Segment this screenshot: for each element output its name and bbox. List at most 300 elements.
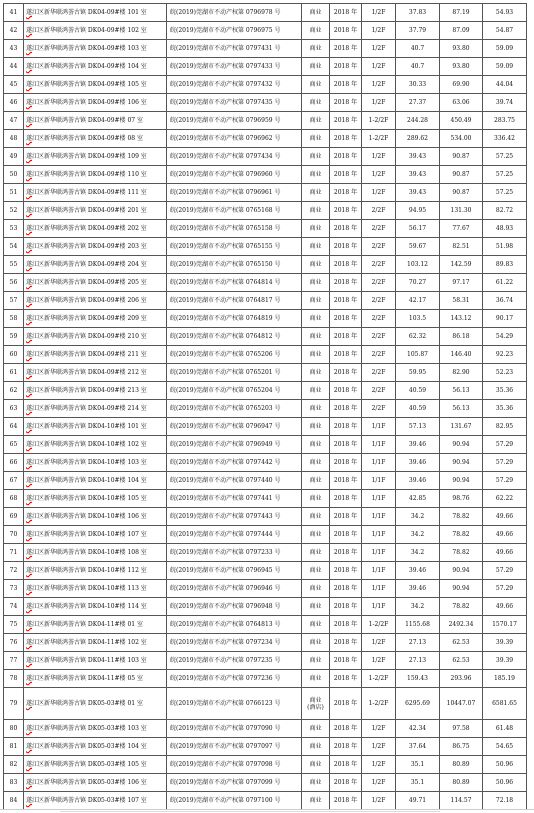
- certificate-number: 皖(2019)莞湖市不动产权第 0765203 号: [167, 400, 302, 418]
- certificate-number: 皖(2019)莞湖市不动产权第 0764817 号: [167, 292, 302, 310]
- completion-year: 2018 年: [330, 598, 362, 616]
- area-value: 34.2: [396, 526, 440, 544]
- usage-label: 商业: [309, 45, 322, 52]
- completion-year: 2018 年: [330, 58, 362, 76]
- address-text: 江区新华联鸿荟古镇 DK04-09#楼 205 室: [32, 279, 147, 286]
- certificate-number: 皖(2019)莞湖市不动产权第 0797090 号: [167, 720, 302, 738]
- usage-label: 商业: [309, 225, 322, 232]
- address-text: 江区新华联鸿荟古镇 DK04-09#楼 204 室: [32, 261, 147, 268]
- row-number: 59: [4, 328, 24, 346]
- address-text: 江区新华联鸿荟古镇 DK04-09#楼 211 室: [32, 351, 147, 358]
- value-b: 90.87: [440, 184, 483, 202]
- usage-label: 商业: [309, 387, 322, 394]
- completion-year: 2018 年: [330, 166, 362, 184]
- usage-type: [302, 76, 330, 94]
- property-address: [24, 220, 167, 238]
- usage-label: 商业: [309, 639, 322, 646]
- floor-level: 2/2F: [362, 364, 396, 382]
- certificate-number: 皖(2019)莞湖市不动产权第 0797234 号: [167, 634, 302, 652]
- area-value: 40.59: [396, 400, 440, 418]
- certificate-number: 皖(2019)莞湖市不动产权第 0796945 号: [167, 562, 302, 580]
- usage-label: 商业: [309, 189, 322, 196]
- address-prefix: 遂: [26, 81, 33, 88]
- address-prefix: 遂: [26, 171, 33, 178]
- value-c: 39.74: [483, 94, 527, 112]
- table-row: [4, 346, 527, 364]
- address-prefix: 遂: [26, 797, 33, 804]
- area-value: 59.95: [396, 364, 440, 382]
- floor-level: 1/1F: [362, 598, 396, 616]
- value-b: 10447.07: [440, 688, 483, 720]
- area-value: 159.43: [396, 670, 440, 688]
- certificate-number: 皖(2019)莞湖市不动产权第 0765155 号: [167, 238, 302, 256]
- value-c: 89.83: [483, 256, 527, 274]
- value-c: 54.65: [483, 738, 527, 756]
- table-row: [4, 436, 527, 454]
- property-address: [24, 562, 167, 580]
- address-prefix: 遂: [26, 297, 33, 304]
- certificate-number: 皖(2019)莞湖市不动产权第 0797440 号: [167, 472, 302, 490]
- area-value: 35.1: [396, 774, 440, 792]
- address-prefix: 遂: [26, 477, 33, 484]
- completion-year: 2018 年: [330, 148, 362, 166]
- value-c: 49.66: [483, 544, 527, 562]
- address-prefix: 遂: [26, 423, 33, 430]
- property-address: [24, 634, 167, 652]
- usage-type: [302, 58, 330, 76]
- address-text: 江区新华联鸿荟古镇 DK04-09#楼 104 室: [32, 63, 147, 70]
- property-address: [24, 4, 167, 22]
- completion-year: 2018 年: [330, 310, 362, 328]
- address-text: 江区新华联鸿荟古镇 DK04-09#楼 212 室: [32, 369, 147, 376]
- value-c: 57.25: [483, 166, 527, 184]
- completion-year: 2018 年: [330, 580, 362, 598]
- floor-level: 1/2F: [362, 774, 396, 792]
- certificate-number: 皖(2019)莞湖市不动产权第 0796975 号: [167, 22, 302, 40]
- area-value: 37.64: [396, 738, 440, 756]
- completion-year: 2018 年: [330, 688, 362, 720]
- usage-type: [302, 202, 330, 220]
- usage-type: [302, 418, 330, 436]
- table-row: [4, 184, 527, 202]
- usage-label: 商业: [309, 621, 322, 628]
- table-row: [4, 166, 527, 184]
- row-number: 61: [4, 364, 24, 382]
- table-row: [4, 58, 527, 76]
- property-table: [3, 3, 527, 810]
- usage-label: 商业: [309, 279, 322, 286]
- area-value: 49.71: [396, 792, 440, 810]
- value-c: 61.48: [483, 720, 527, 738]
- address-text: 江区新华联鸿荟古镇 DK04-10#楼 103 室: [32, 459, 147, 466]
- row-number: 46: [4, 94, 24, 112]
- row-number: 42: [4, 22, 24, 40]
- table-row: [4, 544, 527, 562]
- address-prefix: 遂: [26, 189, 33, 196]
- completion-year: 2018 年: [330, 436, 362, 454]
- property-address: [24, 544, 167, 562]
- certificate-number: 皖(2019)莞湖市不动产权第 0765158 号: [167, 220, 302, 238]
- value-c: 35.36: [483, 382, 527, 400]
- property-address: [24, 292, 167, 310]
- usage-label: 商业: [309, 297, 322, 304]
- address-prefix: 遂: [26, 261, 33, 268]
- address-text: 江区新华联鸿荟古镇 DK04-09#楼 203 室: [32, 243, 147, 250]
- area-value: 27.37: [396, 94, 440, 112]
- property-address: [24, 310, 167, 328]
- usage-type: [302, 738, 330, 756]
- address-text: 江区新华联鸿荟古镇 DK05-03#楼 104 室: [32, 743, 147, 750]
- usage-label: 商业: [309, 725, 322, 732]
- area-value: 42.85: [396, 490, 440, 508]
- address-prefix: 遂: [26, 99, 33, 106]
- table-row: [4, 4, 527, 22]
- completion-year: 2018 年: [330, 22, 362, 40]
- table-body: [4, 4, 527, 810]
- area-value: 39.46: [396, 472, 440, 490]
- value-c: 57.29: [483, 454, 527, 472]
- row-number: 73: [4, 580, 24, 598]
- floor-level: 1/1F: [362, 562, 396, 580]
- value-b: 78.82: [440, 508, 483, 526]
- address-text: 江区新华联鸿荟古镇 DK04-11#楼 103 室: [32, 657, 147, 664]
- usage-type: [302, 256, 330, 274]
- address-prefix: 遂: [26, 369, 33, 376]
- certificate-number: 皖(2019)莞湖市不动产权第 0796949 号: [167, 436, 302, 454]
- usage-label: 商业: [309, 117, 322, 124]
- certificate-number: 皖(2019)莞湖市不动产权第 0765150 号: [167, 256, 302, 274]
- area-value: 39.43: [396, 148, 440, 166]
- usage-type: [302, 292, 330, 310]
- table-row: [4, 202, 527, 220]
- address-text: 江区新华联鸿荟古镇 DK04-11#楼 01 室: [32, 621, 143, 628]
- property-address: [24, 40, 167, 58]
- address-prefix: 遂: [26, 27, 33, 34]
- usage-type: [302, 544, 330, 562]
- table-row: [4, 112, 527, 130]
- property-address: [24, 436, 167, 454]
- certificate-number: 皖(2019)莞湖市不动产权第 0797431 号: [167, 40, 302, 58]
- floor-level: 1/2F: [362, 756, 396, 774]
- row-number: 60: [4, 346, 24, 364]
- area-value: 40.59: [396, 382, 440, 400]
- row-number: 68: [4, 490, 24, 508]
- address-prefix: 遂: [26, 387, 33, 394]
- usage-type: [302, 184, 330, 202]
- floor-level: 1/2F: [362, 652, 396, 670]
- usage-label: 商业: [309, 567, 322, 574]
- floor-level: 1/2F: [362, 720, 396, 738]
- floor-level: 1/2F: [362, 76, 396, 94]
- value-b: 86.18: [440, 328, 483, 346]
- value-c: 51.98: [483, 238, 527, 256]
- address-prefix: 遂: [26, 675, 33, 682]
- address-prefix: 遂: [26, 351, 33, 358]
- value-b: 131.67: [440, 418, 483, 436]
- completion-year: 2018 年: [330, 328, 362, 346]
- completion-year: 2018 年: [330, 76, 362, 94]
- usage-label: 商业: [309, 135, 322, 142]
- certificate-number: 皖(2019)莞湖市不动产权第 0796946 号: [167, 580, 302, 598]
- value-c: 57.29: [483, 580, 527, 598]
- completion-year: 2018 年: [330, 616, 362, 634]
- completion-year: 2018 年: [330, 472, 362, 490]
- table-row: [4, 598, 527, 616]
- address-text: 江区新华联鸿荟古镇 DK04-09#楼 102 室: [32, 27, 147, 34]
- address-prefix: 遂: [26, 567, 33, 574]
- address-text: 江区新华联鸿荟古镇 DK04-10#楼 108 室: [32, 549, 147, 556]
- address-prefix: 遂: [26, 700, 33, 707]
- row-number: 47: [4, 112, 24, 130]
- floor-level: 1/1F: [362, 508, 396, 526]
- table-row: [4, 490, 527, 508]
- value-b: 143.12: [440, 310, 483, 328]
- completion-year: 2018 年: [330, 774, 362, 792]
- address-prefix: 遂: [26, 761, 33, 768]
- property-address: [24, 720, 167, 738]
- value-c: 185.19: [483, 670, 527, 688]
- certificate-number: 皖(2019)莞湖市不动产权第 0765168 号: [167, 202, 302, 220]
- area-value: 1155.68: [396, 616, 440, 634]
- certificate-number: 皖(2019)莞湖市不动产权第 0797444 号: [167, 526, 302, 544]
- floor-level: 2/2F: [362, 202, 396, 220]
- address-text: 江区新华联鸿荟古镇 DK04-09#楼 209 室: [32, 315, 147, 322]
- completion-year: 2018 年: [330, 184, 362, 202]
- address-prefix: 遂: [26, 405, 33, 412]
- usage-type: [302, 40, 330, 58]
- table-row: [4, 472, 527, 490]
- value-b: 87.19: [440, 4, 483, 22]
- usage-label: 商业: [309, 351, 322, 358]
- table-row: [4, 774, 527, 792]
- table-row: [4, 22, 527, 40]
- floor-level: 1/1F: [362, 490, 396, 508]
- usage-label: 商业: [309, 531, 322, 538]
- value-c: 54.93: [483, 4, 527, 22]
- completion-year: 2018 年: [330, 454, 362, 472]
- value-b: 90.94: [440, 472, 483, 490]
- address-text: 江区新华联鸿荟古镇 DK04-09#楼 103 室: [32, 45, 147, 52]
- certificate-number: 皖(2019)莞湖市不动产权第 0764813 号: [167, 616, 302, 634]
- property-address: [24, 792, 167, 810]
- value-b: 58.31: [440, 292, 483, 310]
- address-prefix: 遂: [26, 779, 33, 786]
- certificate-number: 皖(2019)莞湖市不动产权第 0797432 号: [167, 76, 302, 94]
- floor-level: 1/1F: [362, 436, 396, 454]
- completion-year: 2018 年: [330, 400, 362, 418]
- usage-type: [302, 148, 330, 166]
- usage-type: [302, 454, 330, 472]
- property-address: [24, 202, 167, 220]
- usage-type: [302, 130, 330, 148]
- certificate-number: 皖(2019)莞湖市不动产权第 0796978 号: [167, 4, 302, 22]
- address-text: 江区新华联鸿荟古镇 DK04-09#楼 201 室: [32, 207, 147, 214]
- area-value: 103.5: [396, 310, 440, 328]
- table-row: [4, 580, 527, 598]
- usage-type: [302, 634, 330, 652]
- address-prefix: 遂: [26, 9, 33, 16]
- usage-label: 商业: [309, 99, 322, 106]
- address-text: 江区新华联鸿荟古镇 DK04-10#楼 107 室: [32, 531, 147, 538]
- address-text: 江区新华联鸿荟古镇 DK04-09#楼 111 室: [32, 189, 147, 196]
- value-b: 90.94: [440, 580, 483, 598]
- value-c: 59.09: [483, 40, 527, 58]
- address-prefix: 遂: [26, 135, 33, 142]
- floor-level: 1-2/2F: [362, 688, 396, 720]
- usage-type: [302, 400, 330, 418]
- usage-type: [302, 490, 330, 508]
- value-c: 54.87: [483, 22, 527, 40]
- address-prefix: 遂: [26, 495, 33, 502]
- area-value: 62.32: [396, 328, 440, 346]
- address-prefix: 遂: [26, 603, 33, 610]
- row-number: 83: [4, 774, 24, 792]
- floor-level: 1/2F: [362, 58, 396, 76]
- property-address: [24, 364, 167, 382]
- row-number: 50: [4, 166, 24, 184]
- usage-label: 商业: [309, 27, 322, 34]
- value-c: 48.93: [483, 220, 527, 238]
- floor-level: 1/2F: [362, 792, 396, 810]
- property-address: [24, 774, 167, 792]
- certificate-number: 皖(2019)莞湖市不动产权第 0797442 号: [167, 454, 302, 472]
- area-value: 27.13: [396, 652, 440, 670]
- certificate-number: 皖(2019)莞湖市不动产权第 0797434 号: [167, 148, 302, 166]
- property-address: [24, 274, 167, 292]
- address-text: 江区新华联鸿荟古镇 DK04-09#楼 101 室: [32, 9, 147, 16]
- floor-level: 1-2/2F: [362, 112, 396, 130]
- area-value: 42.17: [396, 292, 440, 310]
- floor-level: 2/2F: [362, 382, 396, 400]
- usage-label: 商业: [309, 761, 322, 768]
- value-b: 2492.34: [440, 616, 483, 634]
- completion-year: 2018 年: [330, 670, 362, 688]
- value-c: 39.39: [483, 634, 527, 652]
- value-b: 97.58: [440, 720, 483, 738]
- value-c: 35.36: [483, 400, 527, 418]
- usage-type: [302, 526, 330, 544]
- value-b: 78.82: [440, 544, 483, 562]
- row-number: 62: [4, 382, 24, 400]
- floor-level: 1/2F: [362, 94, 396, 112]
- table-row: [4, 652, 527, 670]
- certificate-number: 皖(2019)莞湖市不动产权第 0797441 号: [167, 490, 302, 508]
- property-address: [24, 22, 167, 40]
- value-c: 49.66: [483, 598, 527, 616]
- value-c: 54.29: [483, 328, 527, 346]
- address-prefix: 遂: [26, 153, 33, 160]
- property-address: [24, 184, 167, 202]
- area-value: 39.46: [396, 562, 440, 580]
- area-value: 34.2: [396, 544, 440, 562]
- property-address: [24, 598, 167, 616]
- usage-label: 商业: [309, 171, 322, 178]
- certificate-number: 皖(2019)莞湖市不动产权第 0797236 号: [167, 670, 302, 688]
- floor-level: 1/1F: [362, 454, 396, 472]
- usage-label: 商业: [309, 675, 322, 682]
- usage-label: 商业: [309, 369, 322, 376]
- address-text: 江区新华联鸿荟古镇 DK04-09#楼 106 室: [32, 99, 147, 106]
- address-text: 江区新华联鸿荟古镇 DK05-03#楼 107 室: [32, 797, 147, 804]
- usage-type: [302, 310, 330, 328]
- certificate-number: 皖(2019)莞湖市不动产权第 0764819 号: [167, 310, 302, 328]
- table-row: [4, 94, 527, 112]
- row-number: 56: [4, 274, 24, 292]
- address-text: 江区新华联鸿荟古镇 DK04-11#楼 102 室: [32, 639, 147, 646]
- floor-level: 2/2F: [362, 238, 396, 256]
- completion-year: 2018 年: [330, 292, 362, 310]
- table-row: [4, 238, 527, 256]
- property-address: [24, 670, 167, 688]
- address-prefix: 遂: [26, 333, 33, 340]
- area-value: 103.12: [396, 256, 440, 274]
- address-text: 江区新华联鸿荟古镇 DK04-09#楼 105 室: [32, 81, 147, 88]
- usage-label: 商业: [309, 585, 322, 592]
- value-b: 82.51: [440, 238, 483, 256]
- property-address: [24, 58, 167, 76]
- usage-type: [302, 670, 330, 688]
- address-text: 江区新华联鸿荟古镇 DK04-09#楼 213 室: [32, 387, 147, 394]
- usage-label: 商业: [309, 779, 322, 786]
- value-b: 90.87: [440, 166, 483, 184]
- usage-type: [302, 328, 330, 346]
- row-number: 66: [4, 454, 24, 472]
- usage-label: 商业: [309, 207, 322, 214]
- address-text: 江区新华联鸿荟古镇 DK04-10#楼 102 室: [32, 441, 147, 448]
- completion-year: 2018 年: [330, 562, 362, 580]
- floor-level: 1/2F: [362, 166, 396, 184]
- row-number: 58: [4, 310, 24, 328]
- value-c: 57.25: [483, 184, 527, 202]
- address-prefix: 遂: [26, 531, 33, 538]
- usage-label: 商业: [309, 243, 322, 250]
- area-value: 37.83: [396, 4, 440, 22]
- table-row: [4, 40, 527, 58]
- address-text: 江区新华联鸿荟古镇 DK04-09#楼 109 室: [32, 153, 147, 160]
- row-number: 69: [4, 508, 24, 526]
- area-value: 40.7: [396, 40, 440, 58]
- property-address: [24, 688, 167, 720]
- address-text: 江区新华联鸿荟古镇 DK04-10#楼 101 室: [32, 423, 147, 430]
- floor-level: 1-2/2F: [362, 130, 396, 148]
- property-address: [24, 616, 167, 634]
- property-address: [24, 400, 167, 418]
- area-value: 244.28: [396, 112, 440, 130]
- area-value: 39.46: [396, 454, 440, 472]
- completion-year: 2018 年: [330, 346, 362, 364]
- address-text: 江区新华联鸿荟古镇 DK04-10#楼 104 室: [32, 477, 147, 484]
- usage-label: 商业: [309, 405, 322, 412]
- value-c: 90.17: [483, 310, 527, 328]
- certificate-number: 皖(2019)莞湖市不动产权第 0764814 号: [167, 274, 302, 292]
- address-text: 江区新华联鸿荟古镇 DK04-09#楼 110 室: [32, 171, 147, 178]
- page-bottom-rule: [0, 809, 534, 810]
- area-value: 37.79: [396, 22, 440, 40]
- row-number: 43: [4, 40, 24, 58]
- usage-type: [302, 720, 330, 738]
- table-row: [4, 274, 527, 292]
- usage-label: 商业: [309, 603, 322, 610]
- completion-year: 2018 年: [330, 364, 362, 382]
- completion-year: 2018 年: [330, 274, 362, 292]
- value-c: 49.66: [483, 508, 527, 526]
- certificate-number: 皖(2019)莞湖市不动产权第 0764812 号: [167, 328, 302, 346]
- usage-type: [302, 274, 330, 292]
- value-b: 78.82: [440, 526, 483, 544]
- value-b: 90.87: [440, 148, 483, 166]
- floor-level: 1/1F: [362, 544, 396, 562]
- property-address: [24, 148, 167, 166]
